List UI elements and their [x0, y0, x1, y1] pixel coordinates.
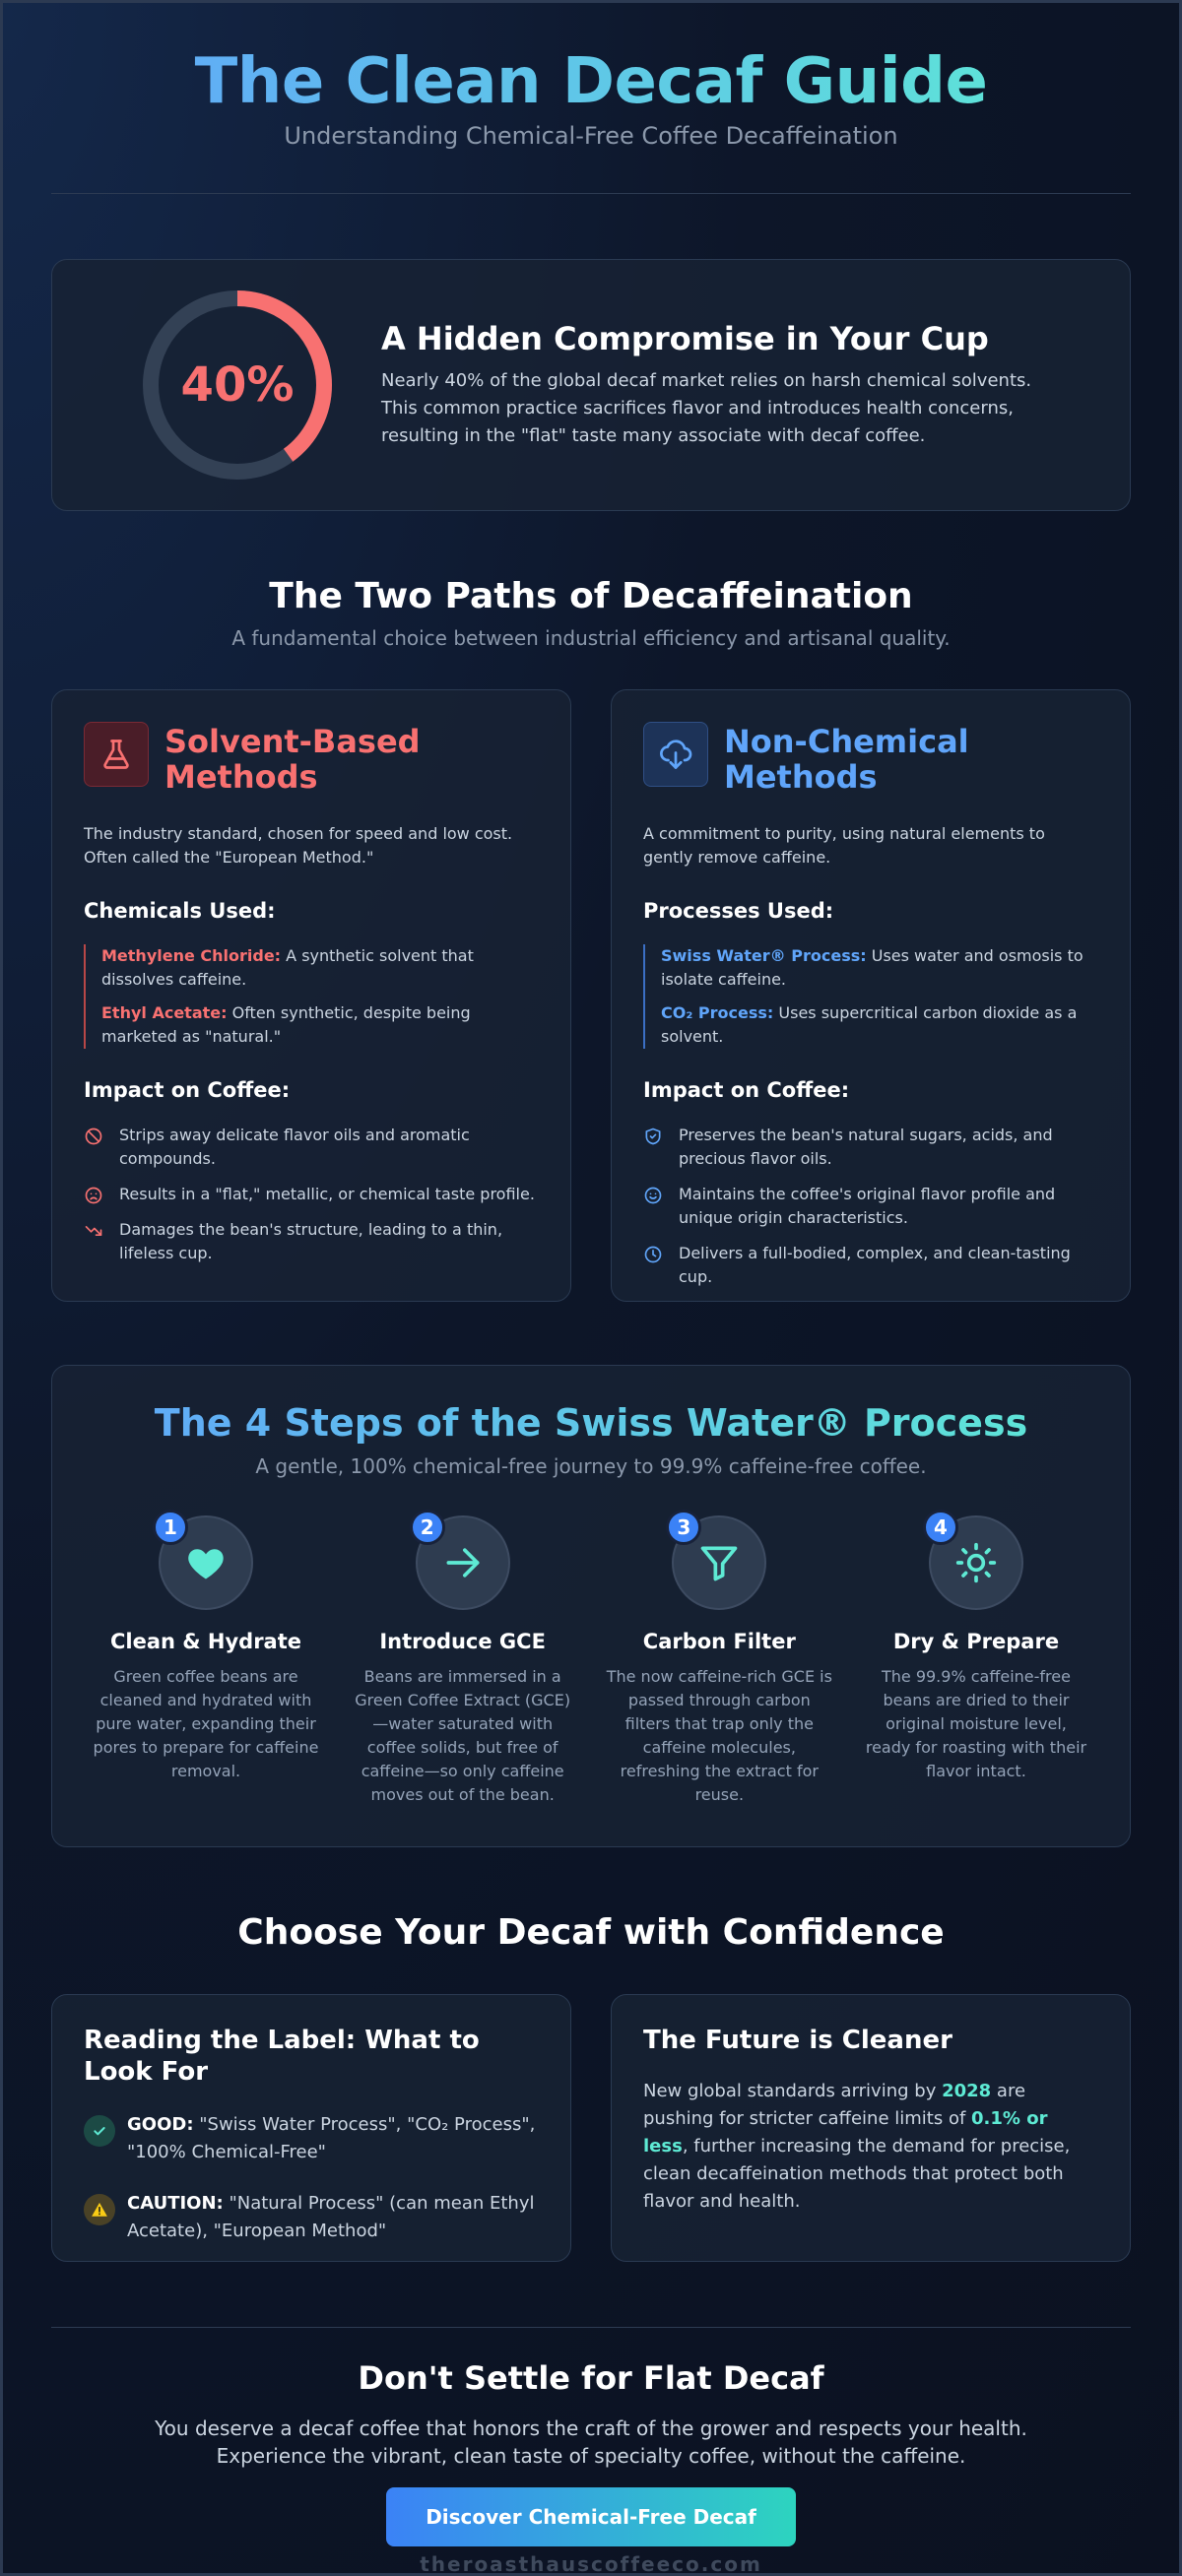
natural-card: [611, 689, 1131, 1302]
cta-text: [51, 2415, 1131, 2470]
chemical-text: Often synthetic, despite being marketed as "natural.": [101, 1003, 471, 1046]
step-title: Introduce GCE: [379, 1630, 546, 1653]
caution-term: CAUTION:: [127, 2193, 224, 2214]
site-domain: theroasthauscoffeeco.com: [420, 2552, 762, 2576]
sun-icon: [954, 1541, 998, 1584]
page-subtitle: Understanding Chemical-Free Coffee Decaffeination: [284, 122, 898, 150]
natural-intro: A commitment to purity, using natural elements to gently remove caffeine.: [643, 824, 1045, 867]
chemical-text: A synthetic solvent that dissolves caffeine.: [101, 946, 474, 989]
chemical-term: Methylene Chloride:: [101, 946, 282, 965]
step-title: Dry & Prepare: [892, 1630, 1060, 1653]
future-card-title: The Future is Cleaner: [643, 2026, 952, 2055]
ban-icon: [84, 1127, 103, 1146]
stat-value: 40%: [180, 357, 295, 413]
step-item: [862, 1515, 1090, 1807]
page: [51, 0, 1131, 2576]
steps-subtitle: A gentle, 100% chemical-free journey to 99.9% caffeine-free coffee.: [255, 1454, 927, 1478]
natural-title: Non-Chemical Methods: [724, 723, 969, 796]
good-label-text: [127, 2111, 539, 2166]
divider: [51, 2327, 1131, 2328]
impact-item: [84, 1124, 539, 1171]
filter-icon: [697, 1541, 741, 1584]
step-title: Carbon Filter: [642, 1630, 796, 1653]
step-title: Clean & Hydrate: [109, 1630, 301, 1653]
caution-text: "Natural Process" (can mean Ethyl Acetate), "European Method": [127, 2193, 535, 2241]
divider: [51, 193, 1131, 194]
cloud-download-icon: [643, 722, 708, 787]
arrow-right-icon: [441, 1541, 485, 1584]
impact-text: Delivers a full-bodied, complex, and clean-tasting cup.: [679, 1244, 1071, 1286]
process-text: Uses water and osmosis to isolate caffeine.: [661, 946, 1084, 989]
steps-title: The 4 Steps of the Swiss Water® Process: [52, 1401, 1130, 1445]
discover-decaf-button[interactable]: Discover Chemical-Free Decaf: [386, 2487, 796, 2546]
clock-icon: [643, 1245, 663, 1264]
process-item: [661, 944, 1098, 992]
natural-list-title: Processes Used:: [643, 899, 834, 923]
solvent-title: Solvent-Based Methods: [164, 723, 421, 796]
future-card: [611, 1994, 1131, 2262]
natural-processes: [643, 944, 1098, 1049]
steps-row: [52, 1515, 1130, 1807]
smile-icon: [643, 1186, 663, 1205]
impact-text: Maintains the coffee's original flavor profile and unique origin characteristics.: [679, 1185, 1056, 1227]
process-text: Uses supercritical carbon dioxide as a solvent.: [661, 1003, 1078, 1046]
steps-card: [51, 1365, 1131, 1847]
step-circle: [159, 1515, 253, 1610]
trending-down-icon: [84, 1221, 103, 1241]
future-text: [643, 2078, 1098, 2216]
label-card: [51, 1994, 571, 2262]
paths-grid: [51, 689, 1131, 1302]
impact-item: [643, 1183, 1098, 1230]
cta-title: Don't Settle for Flat Decaf: [358, 2359, 824, 2397]
step-number: 3: [666, 1510, 701, 1545]
shield-check-icon: [643, 1127, 663, 1146]
solvent-list-title: Chemicals Used:: [84, 899, 276, 923]
cta-line-1: You deserve a decaf coffee that honors the craft of the grower and respects your health.: [155, 2416, 1027, 2440]
future-year: 2028: [942, 2081, 992, 2101]
label-card-title: Reading the Label: What to Look For: [84, 2026, 480, 2087]
step-item: [349, 1515, 577, 1807]
step-item: [92, 1515, 320, 1807]
check-icon: [84, 2115, 115, 2147]
step-circle: [929, 1515, 1023, 1610]
paths-title: The Two Paths of Decaffeination: [269, 576, 913, 616]
natural-impact-title: Impact on Coffee:: [643, 1078, 850, 1102]
solvent-card: [51, 689, 571, 1302]
solvent-header: [84, 722, 539, 795]
stat-description: Nearly 40% of the global decaf market relies on harsh chemical solvents. This common practice sacrifices flavor and introduces health concerns, resulting in the "flat" taste many associate with decaf coffee.: [381, 370, 1032, 446]
chemical-item: [101, 1001, 539, 1049]
step-number: 4: [923, 1510, 958, 1545]
paths-section: [51, 576, 1131, 650]
natural-header: [643, 722, 1098, 795]
impact-item: [643, 1242, 1098, 1289]
hero: [51, 0, 1131, 150]
impact-item: [84, 1183, 539, 1206]
impact-text: Strips away delicate flavor oils and aromatic compounds.: [119, 1126, 470, 1168]
step-circle: [672, 1515, 766, 1610]
caution-label-text: [127, 2190, 539, 2245]
natural-impacts: [643, 1124, 1098, 1289]
paths-subtitle: A fundamental choice between industrial efficiency and artisanal quality.: [231, 626, 951, 650]
stat-card: [51, 259, 1131, 511]
impact-text: Damages the bean's structure, leading to a thin, lifeless cup.: [119, 1220, 503, 1262]
impact-item: [643, 1124, 1098, 1171]
stat-title: A Hidden Compromise in Your Cup: [381, 320, 989, 357]
cta-section: [51, 2359, 1131, 2576]
future-text-3: , further increasing the demand for precise, clean decaffeination methods that protect both flavor and health.: [643, 2136, 1071, 2212]
process-term: CO₂ Process:: [661, 1003, 774, 1022]
chemical-item: [101, 944, 539, 992]
chemical-term: Ethyl Acetate:: [101, 1003, 228, 1022]
solvent-intro: The industry standard, chosen for speed and low cost. Often called the "European Method.": [84, 824, 513, 867]
good-term: GOOD:: [127, 2114, 194, 2135]
choose-grid: [51, 1994, 1131, 2262]
good-text: "Swiss Water Process", "CO₂ Process", "100% Chemical-Free": [127, 2114, 536, 2162]
future-text-1: New global standards arriving by: [643, 2081, 943, 2101]
solvent-chemicals: [84, 944, 539, 1049]
step-number: 2: [410, 1510, 445, 1545]
step-item: [605, 1515, 833, 1807]
choose-title: Choose Your Decaf with Confidence: [237, 1912, 945, 1953]
process-item: [661, 1001, 1098, 1049]
impact-text: Results in a "flat," metallic, or chemical taste profile.: [119, 1185, 535, 1203]
warning-icon: [84, 2194, 115, 2225]
step-circle: [416, 1515, 510, 1610]
solvent-impact-title: Impact on Coffee:: [84, 1078, 291, 1102]
step-text: The 99.9% caffeine-free beans are dried to their original moisture level, ready for roasting with their flavor intact.: [865, 1667, 1087, 1780]
donut-chart: [141, 289, 334, 482]
step-text: The now caffeine-rich GCE is passed through carbon filters that trap only the caffeine molecules, refreshing the extract for reuse.: [606, 1667, 832, 1804]
frown-icon: [84, 1186, 103, 1205]
solvent-impacts: [84, 1124, 539, 1265]
step-text: Beans are immersed in a Green Coffee Extract (GCE)—water saturated with coffee solids, but free of caffeine—so only caffeine moves out of the bean.: [355, 1667, 571, 1804]
heart-icon: [184, 1541, 228, 1584]
stat-text: [381, 320, 1051, 450]
step-number: 1: [153, 1510, 188, 1545]
future-text-2: are pushing for stricter caffeine limits of: [643, 2081, 1026, 2129]
impact-text: Preserves the bean's natural sugars, acids, and precious flavor oils.: [679, 1126, 1053, 1168]
future-limit: 0.1% or less: [643, 2108, 1048, 2157]
cta-line-2: Experience the vibrant, clean taste of specialty coffee, without the caffeine.: [216, 2444, 966, 2468]
choose-section: [51, 1912, 1131, 1953]
step-text: Green coffee beans are cleaned and hydrated with pure water, expanding their pores to prepare for caffeine removal.: [93, 1667, 319, 1780]
impact-item: [84, 1218, 539, 1265]
good-label-row: [84, 2111, 539, 2166]
process-term: Swiss Water® Process:: [661, 946, 867, 965]
caution-label-row: [84, 2190, 539, 2245]
flask-icon: [84, 722, 149, 787]
page-title: The Clean Decaf Guide: [51, 43, 1131, 120]
